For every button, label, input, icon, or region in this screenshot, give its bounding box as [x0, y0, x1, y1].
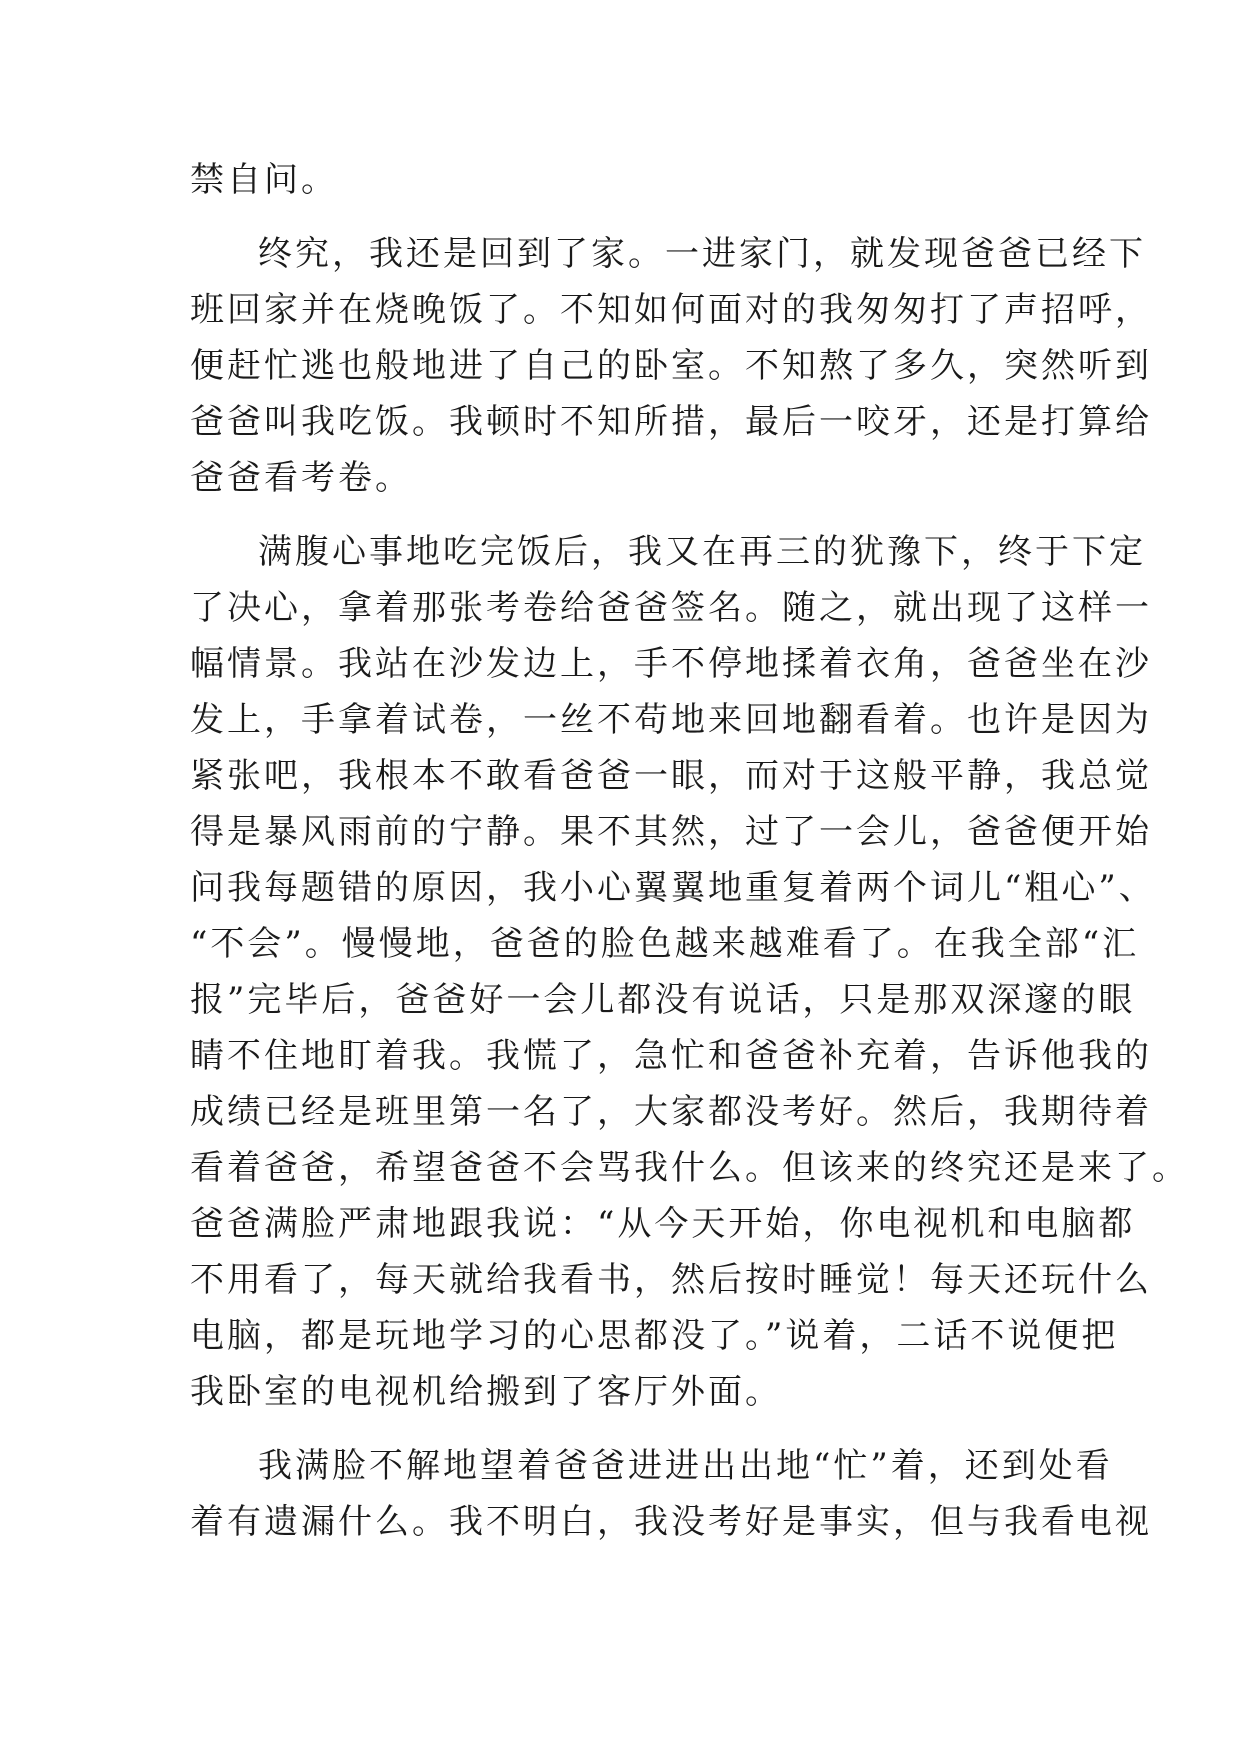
text-line-3: 班回家并在烧晚饭了。不知如何面对的我匆匆打了声招呼， [190, 290, 1152, 330]
text-line-5: 爸爸叫我吃饭。我顿时不知所措，最后一咬牙，还是打算给 [190, 402, 1152, 442]
text-line-2: 终究，我还是回到了家。一进家门，就发现爸爸已经下 [258, 234, 1146, 274]
text-line-7: 满腹心事地吃完饭后，我又在再三的犹豫下，终于下定 [258, 532, 1146, 572]
text-line-24: 着有遗漏什么。我不明白，我没考好是事实，但与我看电视 [190, 1502, 1152, 1542]
text-line-23: 我满脸不解地望着爸爸进进出出地“忙”着，还到处看 [258, 1446, 1113, 1486]
text-line-1: 禁自问。 [190, 160, 338, 200]
text-line-4: 便赶忙逃也般地进了自己的卧室。不知熬了多久，突然听到 [190, 346, 1152, 386]
text-line-8: 了决心，拿着那张考卷给爸爸签名。随之，就出现了这样一 [190, 588, 1152, 628]
text-line-21: 电脑，都是玩地学习的心思都没了。”说着，二话不说便把 [190, 1316, 1119, 1356]
text-line-18: 看着爸爸，希望爸爸不会骂我什么。但该来的终究还是来了。 [190, 1148, 1189, 1188]
text-line-12: 得是暴风雨前的宁静。果不其然，过了一会儿，爸爸便开始 [190, 812, 1152, 852]
text-line-6: 爸爸看考卷。 [190, 458, 412, 498]
text-line-16: 睛不住地盯着我。我慌了，急忙和爸爸补充着，告诉他我的 [190, 1036, 1152, 1076]
text-line-11: 紧张吧，我根本不敢看爸爸一眼，而对于这般平静，我总觉 [190, 756, 1152, 796]
text-line-15: 报”完毕后，爸爸好一会儿都没有说话，只是那双深邃的眼 [190, 980, 1136, 1020]
text-line-9: 幅情景。我站在沙发边上，手不停地揉着衣角，爸爸坐在沙 [190, 644, 1152, 684]
text-line-22: 我卧室的电视机给搬到了客厅外面。 [190, 1372, 782, 1412]
text-line-10: 发上，手拿着试卷，一丝不苟地来回地翻看着。也许是因为 [190, 700, 1152, 740]
text-line-13: 问我每题错的原因，我小心翼翼地重复着两个词儿“粗心”、 [190, 868, 1156, 908]
text-line-19: 爸爸满脸严肃地跟我说：“从今天开始，你电视机和电脑都 [190, 1204, 1136, 1244]
text-line-17: 成绩已经是班里第一名了，大家都没考好。然后，我期待着 [190, 1092, 1152, 1132]
text-line-20: 不用看了，每天就给我看书，然后按时睡觉！每天还玩什么 [190, 1260, 1152, 1300]
text-line-14: “不会”。慢慢地，爸爸的脸色越来越难看了。在我全部“汇 [190, 924, 1140, 964]
